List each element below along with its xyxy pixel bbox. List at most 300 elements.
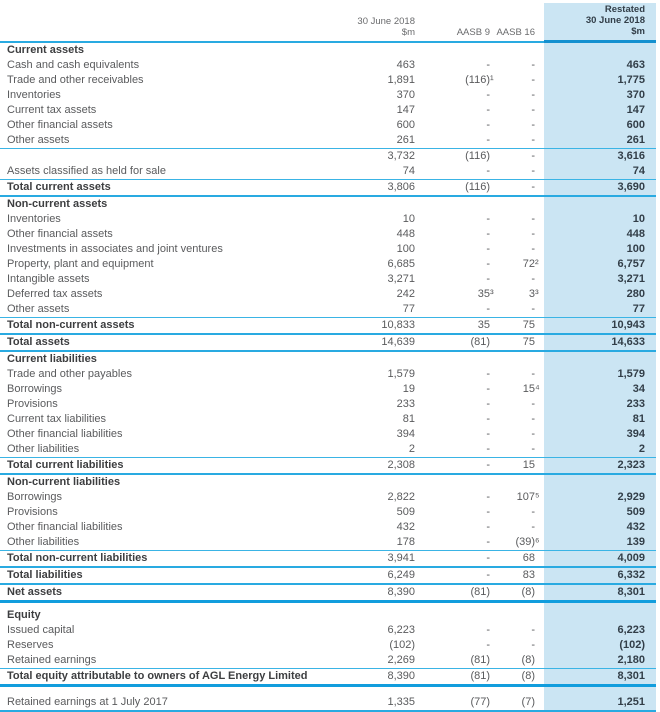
col-2018-value: 100 — [396, 243, 415, 255]
table-row — [0, 164, 656, 180]
row-label: Other assets — [0, 133, 332, 149]
col-aasb16-value: - — [531, 150, 535, 162]
col-aasb9-value: - — [486, 228, 490, 240]
table-row — [0, 669, 656, 686]
column-gap — [535, 653, 544, 669]
col-2018-value: 2 — [332, 442, 415, 458]
column-gap — [535, 474, 544, 490]
table-row — [0, 623, 656, 638]
col-2018-value: 1,335 — [332, 695, 415, 711]
col-restated-value: 3,271 — [544, 272, 656, 287]
row-label: Other liabilities — [0, 442, 332, 458]
col-aasb9-value: - — [486, 258, 490, 270]
col-2018-value: 6,249 — [332, 567, 415, 584]
col-restated-value: 6,223 — [544, 623, 656, 638]
column-gap — [535, 669, 544, 686]
table-row — [0, 535, 656, 551]
col-aasb9-value: (81) — [415, 653, 490, 669]
col-aasb9-value: - — [415, 535, 490, 551]
col-restated-value: 370 — [544, 88, 656, 103]
row-label — [0, 686, 332, 696]
row-label: Cash and cash equivalents — [7, 59, 140, 71]
col-2018-value: 8,390 — [332, 669, 415, 686]
row-label: Other liabilities — [0, 535, 332, 551]
column-gap — [535, 149, 544, 165]
col-aasb9-value: - — [486, 213, 490, 225]
col-aasb16-value: 3³ — [528, 288, 539, 300]
row-label: Total non-current assets — [0, 318, 332, 335]
col-aasb16-value: - — [531, 639, 535, 651]
col-aasb16-value: 15 — [490, 458, 535, 475]
row-label: Trade and other payables — [7, 368, 132, 380]
col-aasb16-value: (8) — [490, 669, 535, 686]
col-2018-value: 463 — [396, 59, 415, 71]
col-aasb16-value: - — [531, 228, 535, 240]
col-aasb9-value: (81) — [415, 334, 490, 351]
column-gap — [535, 133, 544, 149]
col-aasb9-value: - — [486, 89, 490, 101]
header-empty-cell — [0, 3, 332, 42]
col-2018-value: 3,271 — [387, 273, 415, 285]
row-label: Intangible assets — [7, 273, 90, 285]
col-restated-value: 6,757 — [544, 257, 656, 272]
col-aasb16-value: 107⁵ — [516, 491, 540, 503]
column-gap — [535, 551, 544, 568]
column-gap — [535, 196, 544, 212]
col-aasb16-value: - — [531, 104, 535, 116]
table-row — [0, 638, 656, 653]
row-label: Provisions — [7, 398, 58, 410]
col-restated-value: 77 — [544, 302, 656, 318]
row-label: Total equity attributable to owners of AGL Energy Limited — [0, 669, 332, 686]
col-restated-value: 2,929 — [544, 490, 656, 505]
col-aasb9-value: - — [415, 164, 490, 180]
col-2018-value — [332, 351, 415, 367]
col-aasb16-value: (8) — [490, 653, 535, 669]
col-aasb16-value: 75 — [490, 318, 535, 335]
col-2018-value: 74 — [332, 164, 415, 180]
col-aasb16-value: - — [490, 133, 535, 149]
column-gap — [535, 427, 544, 442]
col-aasb9-value: (81) — [415, 584, 490, 602]
spacer-row — [0, 686, 656, 696]
col-restated-value: 448 — [544, 227, 656, 242]
col-aasb16-value — [490, 686, 535, 696]
column-gap — [535, 302, 544, 318]
section-header-row — [0, 196, 656, 212]
row-label: Retained earnings — [0, 653, 332, 669]
col-2018-value: 509 — [396, 506, 415, 518]
column-gap — [535, 3, 544, 42]
col-aasb9-value: - — [486, 243, 490, 255]
col-restated-value: 81 — [544, 412, 656, 427]
column-gap — [535, 118, 544, 133]
col-restated-value: 394 — [544, 427, 656, 442]
row-label: Total current liabilities — [0, 458, 332, 475]
row-label: Reserves — [7, 639, 54, 651]
col-aasb16-value — [490, 474, 535, 490]
column-gap — [535, 334, 544, 351]
col-restated-value: 3,690 — [544, 180, 656, 197]
table-row — [0, 88, 656, 103]
table-row — [0, 382, 656, 397]
col-restated-value: 432 — [544, 520, 656, 535]
table-row — [0, 227, 656, 242]
col-aasb9-value: (77) — [415, 695, 490, 711]
table-row — [0, 58, 656, 73]
row-label: Inventories — [7, 89, 61, 101]
row-label: Current tax assets — [7, 104, 97, 116]
section-title: Current assets — [7, 43, 85, 56]
col-aasb9-value: - — [415, 133, 490, 149]
col-2018-value: 77 — [332, 302, 415, 318]
col-2018-value: 600 — [396, 119, 415, 131]
column-gap — [535, 638, 544, 653]
col-aasb16-value: - — [531, 624, 535, 636]
col-aasb16-value — [490, 196, 535, 212]
row-label: Total current assets — [0, 180, 332, 197]
column-gap — [535, 103, 544, 118]
col-aasb9-value: - — [486, 506, 490, 518]
col-2018-value: 394 — [396, 428, 415, 440]
section-title: Non-current liabilities — [7, 476, 121, 488]
col-aasb9-value: - — [486, 639, 490, 651]
section-header-row — [0, 42, 656, 59]
section-title: Current liabilities — [7, 353, 97, 365]
col-aasb9-value: - — [415, 551, 490, 568]
table-row — [0, 412, 656, 427]
table-row — [0, 118, 656, 133]
col-restated-value: 600 — [544, 118, 656, 133]
col-restated-value: 1,251 — [544, 695, 656, 711]
table-row — [0, 212, 656, 227]
column-gap — [535, 164, 544, 180]
col-aasb9-value: - — [415, 458, 490, 475]
row-label — [0, 149, 332, 165]
col-aasb16-value: - — [531, 119, 535, 131]
col-2018-value: 2,269 — [332, 653, 415, 669]
column-gap — [535, 623, 544, 638]
header-col-aasb16: AASB 16 — [490, 3, 535, 42]
col-2018-value: 2,308 — [332, 458, 415, 475]
col-2018-value — [332, 686, 415, 696]
col-aasb16-value: - — [531, 368, 535, 380]
col-aasb16-value: 72² — [522, 258, 539, 270]
col-restated-value: 8,301 — [544, 584, 656, 602]
section-title: Non-current assets — [7, 198, 108, 210]
col-aasb16-value — [490, 351, 535, 367]
col-2018-value — [332, 474, 415, 490]
col-restated-value: 4,009 — [544, 551, 656, 568]
row-label: Total assets — [0, 334, 332, 351]
col-restated-value: 14,633 — [544, 334, 656, 351]
col-restated-value: 147 — [544, 103, 656, 118]
col-aasb16-value: - — [531, 213, 535, 225]
col-2018-value: 147 — [396, 104, 415, 116]
col-aasb9-value: - — [415, 567, 490, 584]
col-aasb16-value: (39)⁶ — [490, 535, 535, 551]
row-label: Retained earnings at 1 July 2017 — [0, 695, 332, 711]
col-aasb16-value: (7) — [490, 695, 535, 711]
col-aasb9-value — [415, 196, 490, 212]
header-col-aasb9: AASB 9 — [415, 3, 490, 42]
row-label: Other financial liabilities — [7, 521, 123, 533]
col-aasb9-value: 35 — [415, 318, 490, 335]
col-restated-value: 1,775 — [544, 73, 656, 88]
table-row — [0, 442, 656, 458]
row-label: Other financial assets — [7, 228, 113, 240]
row-label: Borrowings — [7, 491, 63, 503]
header-col-2018: 30 June 2018 $m — [332, 3, 415, 42]
col-restated-value — [544, 351, 656, 367]
column-gap — [535, 520, 544, 535]
section-title: Equity — [7, 609, 41, 621]
column-gap — [535, 351, 544, 367]
row-label: Borrowings — [7, 383, 63, 395]
financial-table — [0, 3, 656, 712]
table-row — [0, 318, 656, 335]
col-aasb16-value: - — [531, 89, 535, 101]
section-header-row — [0, 474, 656, 490]
col-2018-value: 432 — [396, 521, 415, 533]
row-label: Other financial liabilities — [7, 428, 123, 440]
col-restated-value: 1,579 — [544, 367, 656, 382]
col-aasb16-value: 75 — [490, 334, 535, 351]
col-aasb9-value: - — [486, 104, 490, 116]
col-aasb9-value — [415, 608, 490, 623]
table-row — [0, 567, 656, 584]
column-gap — [535, 458, 544, 475]
column-gap — [535, 412, 544, 427]
col-aasb9-value: - — [486, 368, 490, 380]
column-gap — [535, 42, 544, 59]
col-2018-value: 3,732 — [387, 150, 415, 162]
col-2018-value: (102) — [389, 639, 415, 651]
section-header-row — [0, 351, 656, 367]
col-2018-value: 6,685 — [387, 258, 415, 270]
col-2018-value: 81 — [402, 413, 415, 425]
col-restated-value — [544, 42, 656, 59]
col-2018-value — [332, 42, 415, 59]
col-aasb9-value: - — [486, 428, 490, 440]
column-gap — [535, 584, 544, 602]
table-row — [0, 427, 656, 442]
column-gap — [535, 73, 544, 88]
row-label: Inventories — [7, 213, 61, 225]
col-aasb9-value: - — [486, 413, 490, 425]
col-aasb16-value: - — [531, 273, 535, 285]
column-gap — [535, 695, 544, 711]
col-2018-value: 3,806 — [332, 180, 415, 197]
table-row — [0, 149, 656, 165]
col-aasb9-value: - — [486, 273, 490, 285]
row-label: Total non-current liabilities — [0, 551, 332, 568]
col-aasb9-value: - — [486, 491, 490, 503]
col-aasb16-value: 83 — [490, 567, 535, 584]
col-restated-value: 74 — [544, 164, 656, 180]
row-label: Assets classified as held for sale — [0, 164, 332, 180]
row-label: Net assets — [0, 584, 332, 602]
col-aasb16-value: - — [490, 442, 535, 458]
row-label: Other assets — [0, 302, 332, 318]
row-label: Investments in associates and joint ventures — [7, 243, 223, 255]
col-restated-value: 6,332 — [544, 567, 656, 584]
col-aasb9-value: - — [486, 383, 490, 395]
table-row — [0, 73, 656, 88]
col-2018-value: 242 — [396, 288, 415, 300]
col-aasb16-value: - — [531, 243, 535, 255]
col-aasb16-value: - — [531, 428, 535, 440]
table-row — [0, 584, 656, 602]
col-aasb9-value: (116)¹ — [465, 74, 494, 86]
column-gap — [535, 180, 544, 197]
table-row — [0, 242, 656, 257]
col-2018-value — [332, 608, 415, 623]
row-label: Deferred tax assets — [7, 288, 103, 300]
col-2018-value: 448 — [396, 228, 415, 240]
col-restated-value: (102) — [544, 638, 656, 653]
column-gap — [535, 567, 544, 584]
row-label: Property, plant and equipment — [7, 258, 154, 270]
col-2018-value — [332, 196, 415, 212]
col-aasb9-value: - — [486, 119, 490, 131]
col-restated-value: 233 — [544, 397, 656, 412]
row-label: Provisions — [7, 506, 58, 518]
table-row — [0, 653, 656, 669]
col-restated-value — [544, 686, 656, 696]
col-restated-value: 3,616 — [544, 149, 656, 165]
col-aasb9-value — [415, 351, 490, 367]
col-2018-value: 10 — [402, 213, 415, 225]
col-aasb16-value: - — [531, 413, 535, 425]
col-restated-value: 139 — [544, 535, 656, 551]
col-aasb16-value: - — [490, 164, 535, 180]
col-aasb16-value: - — [490, 302, 535, 318]
col-aasb16-value: - — [531, 59, 535, 71]
table-header-row — [0, 3, 656, 42]
col-restated-value: 8,301 — [544, 669, 656, 686]
col-restated-value — [544, 474, 656, 490]
col-aasb16-value — [490, 608, 535, 623]
table-row — [0, 334, 656, 351]
table-row — [0, 490, 656, 505]
col-restated-value: 463 — [544, 58, 656, 73]
table-row — [0, 257, 656, 272]
col-aasb9-value: (116) — [415, 180, 490, 197]
col-2018-value: 3,941 — [332, 551, 415, 568]
col-restated-value: 2,180 — [544, 653, 656, 669]
table-row — [0, 133, 656, 149]
table-body — [0, 3, 656, 711]
table-row — [0, 103, 656, 118]
table-row — [0, 180, 656, 197]
col-2018-value: 2,822 — [387, 491, 415, 503]
col-restated-value: 261 — [544, 133, 656, 149]
col-restated-value: 509 — [544, 505, 656, 520]
col-restated-value — [544, 608, 656, 623]
col-2018-value: 233 — [396, 398, 415, 410]
col-aasb9-value — [415, 42, 490, 59]
row-label: Issued capital — [7, 624, 75, 636]
col-restated-value: 34 — [544, 382, 656, 397]
col-aasb16-value: - — [490, 180, 535, 197]
col-2018-value: 178 — [332, 535, 415, 551]
col-aasb9-value: 35³ — [477, 288, 494, 300]
col-aasb16-value: 15⁴ — [522, 383, 540, 395]
column-gap — [535, 505, 544, 520]
col-restated-value: 10 — [544, 212, 656, 227]
table-row — [0, 458, 656, 475]
col-restated-value: 280 — [544, 287, 656, 302]
table-row — [0, 367, 656, 382]
table-row — [0, 520, 656, 535]
col-aasb9-value: - — [486, 398, 490, 410]
col-aasb9-value: (116) — [465, 150, 490, 162]
col-restated-value: 2,323 — [544, 458, 656, 475]
col-2018-value: 6,223 — [387, 624, 415, 636]
col-aasb9-value: - — [415, 302, 490, 318]
column-gap — [535, 318, 544, 335]
col-2018-value: 370 — [396, 89, 415, 101]
column-gap — [535, 242, 544, 257]
column-gap — [535, 272, 544, 287]
col-aasb9-value: (81) — [415, 669, 490, 686]
col-aasb9-value: - — [415, 442, 490, 458]
col-restated-value: 100 — [544, 242, 656, 257]
column-gap — [535, 58, 544, 73]
col-2018-value: 19 — [402, 383, 415, 395]
col-aasb9-value — [415, 474, 490, 490]
row-label: Total liabilities — [0, 567, 332, 584]
col-restated-value: 2 — [544, 442, 656, 458]
col-restated-value — [544, 196, 656, 212]
column-gap — [535, 442, 544, 458]
col-aasb9-value: - — [486, 521, 490, 533]
col-restated-value: 10,943 — [544, 318, 656, 335]
col-2018-value: 1,891 — [387, 74, 415, 86]
col-aasb9-value — [415, 686, 490, 696]
col-2018-value: 10,833 — [332, 318, 415, 335]
col-2018-value: 14,639 — [332, 334, 415, 351]
column-gap — [535, 608, 544, 623]
table-row — [0, 302, 656, 318]
column-gap — [535, 397, 544, 412]
column-gap — [535, 227, 544, 242]
col-aasb16-value: 68 — [490, 551, 535, 568]
header-col-restated: Restated 30 June 2018 $m — [544, 3, 656, 42]
column-gap — [535, 88, 544, 103]
table-row — [0, 695, 656, 711]
row-label: Current tax liabilities — [7, 413, 107, 425]
col-aasb16-value: - — [531, 506, 535, 518]
col-aasb16-value: (8) — [490, 584, 535, 602]
col-2018-value: 261 — [332, 133, 415, 149]
table-row — [0, 551, 656, 568]
row-label: Trade and other receivables — [7, 74, 144, 86]
table-row — [0, 272, 656, 287]
table-row — [0, 397, 656, 412]
col-aasb16-value: - — [531, 521, 535, 533]
section-header-row — [0, 608, 656, 623]
col-aasb16-value: - — [531, 398, 535, 410]
col-aasb9-value: - — [486, 624, 490, 636]
column-gap — [535, 212, 544, 227]
table-row — [0, 505, 656, 520]
row-label: Other financial assets — [7, 119, 113, 131]
col-aasb16-value — [490, 42, 535, 59]
col-2018-value: 1,579 — [387, 368, 415, 380]
table-row — [0, 287, 656, 302]
